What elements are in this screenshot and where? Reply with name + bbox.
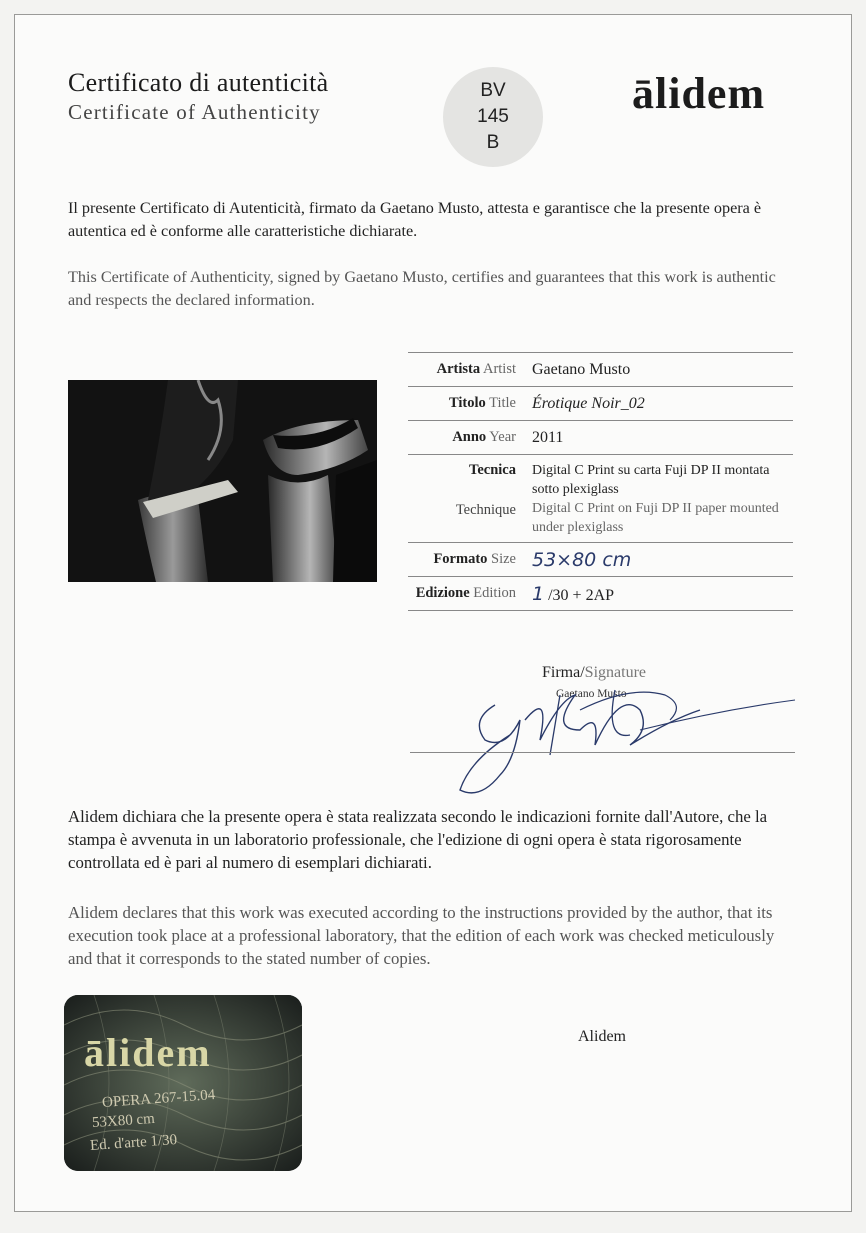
- spec-row-artist: [408, 353, 793, 387]
- artwork-photo: [68, 380, 377, 582]
- title-italian: Certificato di autenticità: [68, 68, 329, 97]
- artist-label-it: Artista: [436, 361, 481, 377]
- signature-line: [410, 752, 795, 753]
- edition-label-en: Edition: [473, 585, 516, 601]
- technique-label-en: Technique: [455, 502, 516, 518]
- edition-number: 1: [532, 582, 545, 605]
- year-label-it: Anno: [452, 429, 487, 445]
- hologram-seal: [64, 995, 302, 1171]
- edition-label-it: Edizione: [415, 585, 470, 601]
- size-label-it: Formato: [433, 551, 488, 567]
- alidem-logo: ālidem: [632, 69, 766, 118]
- spec-row-technique: [408, 455, 793, 543]
- spec-row-size: [408, 543, 793, 577]
- hologram-opera: OPERA 267-15.04: [101, 1087, 216, 1111]
- signature-label-it: Firma/: [542, 664, 585, 681]
- title-label-en: Title: [489, 395, 516, 411]
- badge-line-3: B: [486, 132, 500, 153]
- year-value: 2011: [532, 428, 564, 446]
- spec-row-edition: [408, 577, 793, 611]
- artist-label-en: Artist: [482, 361, 516, 377]
- signature-label-en: Signature: [584, 664, 646, 681]
- declaration-italian: Alidem dichiara che la presente opera è stata realizzata secondo le indicazioni fornite dall'Autore, che la stampa è avvenuta in un laboratorio professionale, che l'edizione di ogni opera è stata rigorosamente controllata ed è pari al numero di esemplari dichiarati.: [68, 807, 768, 872]
- signer-name: Gaetano Musto: [556, 688, 627, 700]
- artist-value: Gaetano Musto: [532, 360, 631, 378]
- technique-label-it: Tecnica: [469, 462, 516, 478]
- technique-value-it: Digital C Print su carta Fuji DP II montata sotto plexiglass: [532, 463, 770, 497]
- hologram-edition: Ed. d'arte 1/30: [89, 1131, 178, 1155]
- title-label-it: Titolo: [448, 395, 486, 411]
- size-label-en: Size: [491, 551, 516, 567]
- year-label-en: Year: [489, 429, 516, 445]
- hologram-size: 53X80 cm: [91, 1110, 156, 1132]
- spec-row-title: [408, 387, 793, 421]
- declaration-english: Alidem declares that this work was executed according to the instructions provided by the author, that its execution took place at a professional laboratory, that the edition of each work was checked meticulously and that it corresponds to the stated number of copies.: [68, 903, 775, 968]
- technique-value-en: Digital C Print on Fuji DP II paper mounted under plexiglass: [532, 501, 779, 535]
- badge-line-2: 145: [477, 106, 509, 127]
- edition-value: /30 + 2AP: [548, 586, 615, 604]
- hologram-logo: ālidem: [84, 1030, 212, 1075]
- handwritten-signature-icon: [400, 650, 820, 800]
- badge-line-1: BV: [480, 80, 506, 101]
- title-english: Certificate of Authenticity: [68, 100, 321, 124]
- intro-italian: Il presente Certificato di Autenticità, firmato da Gaetano Musto, attesta e garantisce che la presente opera è autentica ed è conforme alle caratteristiche dichiarate.: [68, 199, 762, 240]
- spec-row-year: [408, 421, 793, 455]
- artwork-specs-table: [408, 352, 793, 611]
- intro-english: This Certificate of Authenticity, signed by Gaetano Musto, certifies and guarantees that this work is authentic and respects the declared information.: [68, 268, 776, 309]
- reference-badge: [443, 67, 543, 167]
- title-value: Érotique Noir_02: [532, 394, 645, 412]
- signoff: Alidem: [578, 1028, 626, 1045]
- artwork-image-icon: [68, 380, 377, 582]
- size-value: 53×80 cm: [532, 548, 632, 571]
